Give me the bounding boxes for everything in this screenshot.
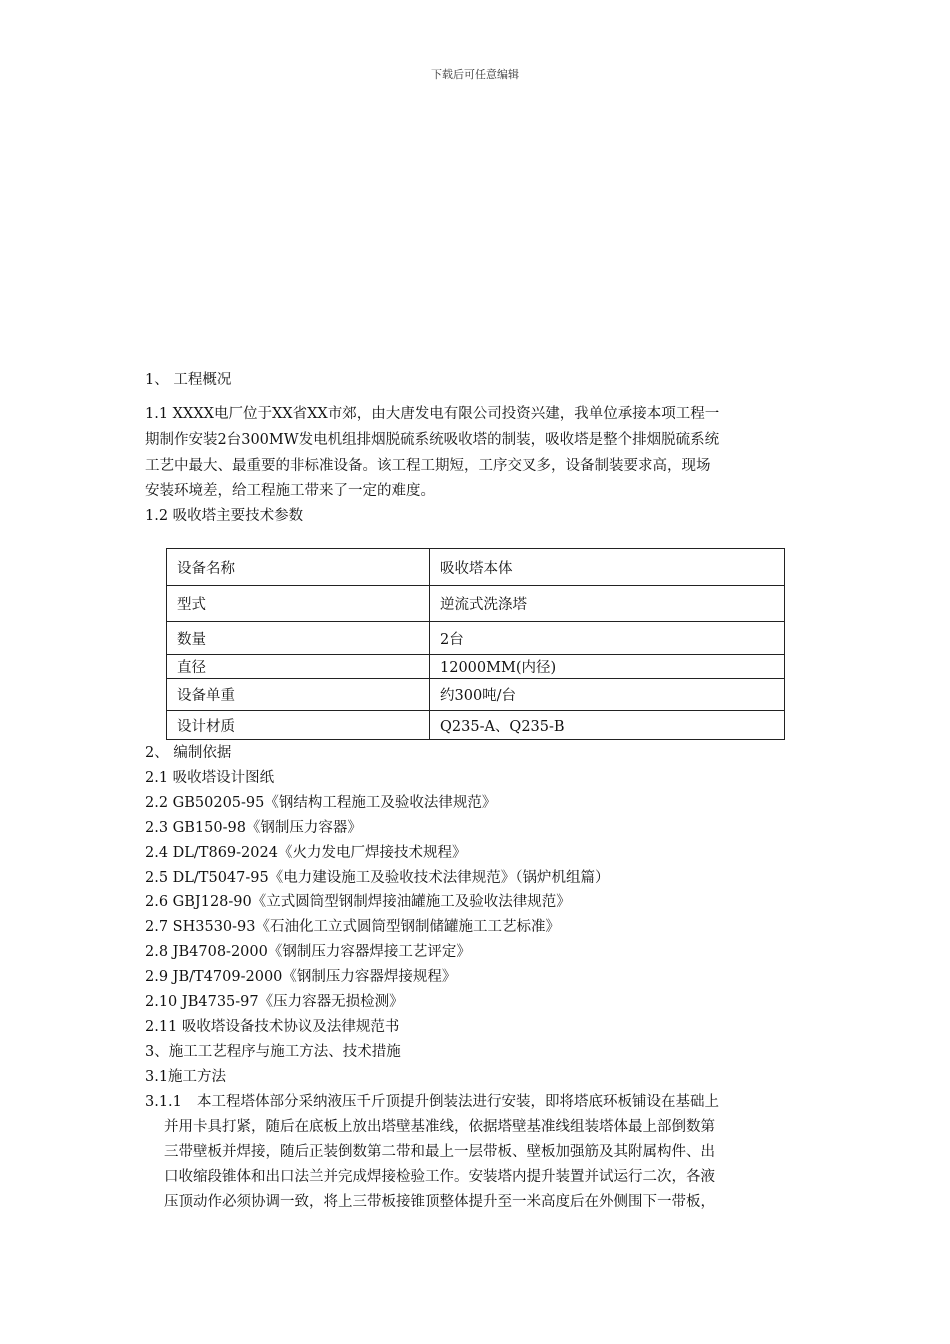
- table-cell-key: 设备名称: [167, 549, 430, 586]
- paragraph-1-1-line: 工艺中最大、最重要的非标准设备。该工程工期短，工序交叉多，设备制装要求高，现场: [145, 458, 711, 474]
- table-cell-value: 逆流式洗涤塔: [430, 586, 785, 622]
- paragraph-3-1-1-line: 压顶动作必须协调一致，将上三带板接锥顶整体提升至一米高度后在外侧围下一带板，: [164, 1194, 715, 1210]
- section-2-heading: 2、 编制依据: [145, 745, 232, 761]
- reference-item: 2.8 JB4708-2000《钢制压力容器焊接工艺评定》: [145, 944, 471, 960]
- paragraph-3-1-1-number: 3.1.1: [145, 1094, 182, 1110]
- table-cell-key: 设备单重: [167, 679, 430, 711]
- reference-item: 2.7 SH3530-93《石油化工立式圆筒型钢制储罐施工工艺标准》: [145, 919, 560, 935]
- reference-item: 2.1 吸收塔设计图纸: [145, 770, 275, 786]
- table-cell-value: 2台: [430, 622, 785, 655]
- table-cell-key: 设计材质: [167, 711, 430, 740]
- table-row: [167, 622, 785, 655]
- table-cell-value: 吸收塔本体: [430, 549, 785, 586]
- reference-item: 2.10 JB4735-97《压力容器无损检测》: [145, 994, 404, 1010]
- table-row: [167, 655, 785, 679]
- table-cell-key: 数量: [167, 622, 430, 655]
- reference-item: 2.9 JB/T4709-2000《钢制压力容器焊接规程》: [145, 969, 457, 985]
- table-cell-key: 型式: [167, 586, 430, 622]
- table-cell-value: 约300吨/台: [430, 679, 785, 711]
- subheading-3-1: 3.1施工方法: [145, 1069, 227, 1085]
- paragraph-3-1-1-line: 口收缩段锥体和出口法兰并完成焊接检验工作。安装塔内提升装置并试运行二次，各液: [164, 1169, 715, 1185]
- table-row: [167, 586, 785, 622]
- reference-item: 2.4 DL/T869-2024《火力发电厂焊接技术规程》: [145, 845, 467, 861]
- table-row: [167, 549, 785, 586]
- paragraph-1-1-line: 安装环境差，给工程施工带来了一定的难度。: [145, 483, 435, 499]
- section-3-heading: 3、施工工艺程序与施工方法、技术措施: [145, 1044, 401, 1060]
- table-cell-key: 直径: [167, 655, 430, 679]
- spec-table: [166, 548, 785, 740]
- paragraph-1-1-line: 期制作安装2台300MW发电机组排烟脱硫系统吸收塔的制装，吸收塔是整个排烟脱硫系统: [145, 432, 720, 448]
- paragraph-1-1-line: 1.1 XXXX电厂位于XX省XX市郊，由大唐发电有限公司投资兴建，我单位承接本项工程一: [145, 406, 720, 422]
- subheading-1-2: 1.2 吸收塔主要技术参数: [145, 508, 304, 524]
- header-note: 下载后可任意编辑: [431, 68, 519, 81]
- section-1-heading: 1、 工程概况: [145, 372, 232, 388]
- table-cell-value: 12000MM(内径): [430, 655, 785, 679]
- paragraph-3-1-1-line: 本工程塔体部分采纳液压千斤顶提升倒装法进行安装，即将塔底环板铺设在基础上: [197, 1094, 719, 1110]
- reference-item: 2.3 GB150-98《钢制压力容器》: [145, 820, 362, 836]
- reference-item: 2.5 DL/T5047-95《电力建设施工及验收技术法律规范》（锅炉机组篇）: [145, 870, 610, 886]
- reference-item: 2.6 GBJ128-90《立式圆筒型钢制焊接油罐施工及验收法律规范》: [145, 894, 571, 910]
- paragraph-3-1-1-line: 并用卡具打紧，随后在底板上放出塔壁基准线，依据塔壁基准线组装塔体最上部倒数第: [164, 1119, 715, 1135]
- paragraph-3-1-1-line: 三带壁板并焊接，随后正装倒数第二带和最上一层带板、壁板加强筋及其附属构件、出: [164, 1144, 715, 1160]
- table-row: [167, 711, 785, 740]
- table-row: [167, 679, 785, 711]
- table-cell-value: Q235-A、Q235-B: [430, 711, 785, 740]
- reference-item: 2.11 吸收塔设备技术协议及法律规范书: [145, 1019, 400, 1035]
- reference-item: 2.2 GB50205-95《钢结构工程施工及验收法律规范》: [145, 795, 497, 811]
